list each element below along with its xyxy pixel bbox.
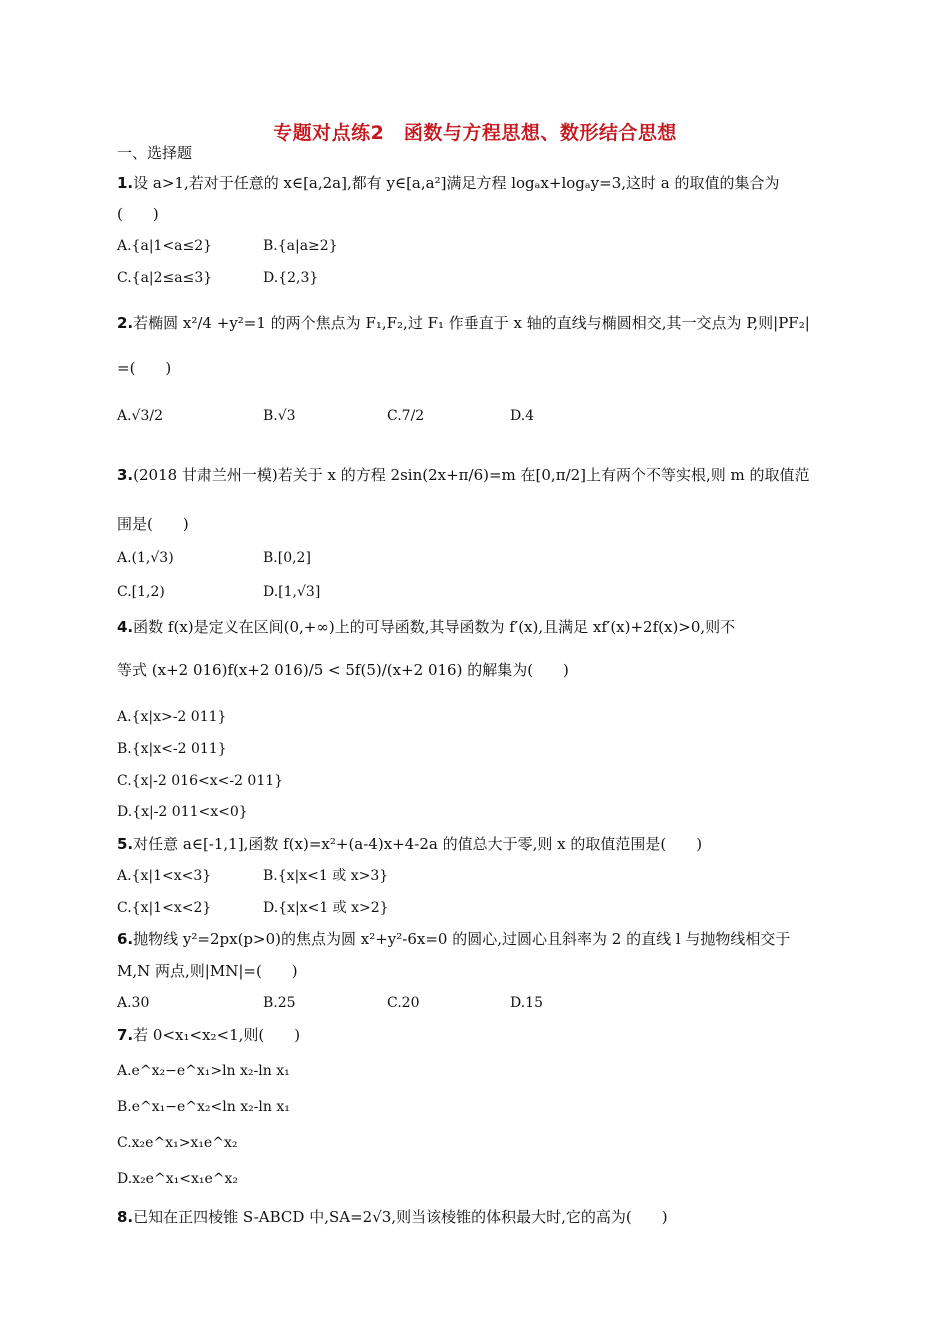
- option-b: B.√3: [263, 408, 296, 424]
- option-c: C.x₂e^x₁>x₁e^x₂: [117, 1135, 238, 1151]
- section-heading: 一、选择题: [117, 144, 193, 162]
- option-b: B.{a|a≥2}: [263, 238, 338, 254]
- option-d: D.[1,√3]: [263, 584, 321, 600]
- option-a: A.(1,√3): [117, 550, 174, 566]
- question-1: [117, 173, 780, 193]
- question-text: 函数 f(x)是定义在区间(0,+∞)上的可导函数,其导函数为 f′(x),且满足 xf′(x)+2f(x)>0,则不: [133, 618, 736, 636]
- option-d: D.x₂e^x₁<x₁e^x₂: [117, 1171, 238, 1187]
- option-d: D.{2,3}: [263, 270, 319, 286]
- question-3-cont: 围是( ): [117, 515, 189, 533]
- option-b: B.[0,2]: [263, 550, 311, 566]
- question-6-cont: M,N 两点,则|MN|=( ): [117, 962, 298, 980]
- question-number: 5.: [117, 835, 134, 853]
- question-number: 4.: [117, 618, 134, 636]
- option-a: A.√3/2: [117, 408, 164, 424]
- option-c: C.[1,2): [117, 584, 165, 600]
- question-number: 7.: [117, 1026, 134, 1044]
- question-text: (2018 甘肃兰州一模)若关于 x 的方程 2sin(2x+π/6)=m 在[0,π/2]上有两个不等实根,则 m 的取值范: [133, 466, 810, 484]
- question-number: 6.: [117, 930, 134, 948]
- page-title: 专题对点练2 函数与方程思想、数形结合思想: [273, 122, 677, 144]
- question-text: 设 a>1,若对于任意的 x∈[a,2a],都有 y∈[a,a²]满足方程 logₐx+logₐy=3,这时 a 的取值的集合为: [133, 174, 780, 192]
- option-a: A.{x|x>-2 011}: [117, 709, 227, 725]
- question-number: 1.: [117, 174, 134, 192]
- question-text: 已知在正四棱锥 S-ABCD 中,SA=2√3,则当该棱锥的体积最大时,它的高为( ): [133, 1208, 668, 1226]
- question-8: [117, 1207, 668, 1227]
- question-2: [117, 313, 810, 333]
- question-2-cont: =( ): [117, 359, 172, 377]
- question-text: 抛物线 y²=2px(p>0)的焦点为圆 x²+y²-6x=0 的圆心,过圆心且斜率为 2 的直线 l 与抛物线相交于: [133, 930, 791, 948]
- question-1-cont: ( ): [117, 205, 159, 223]
- question-5: [117, 834, 702, 854]
- question-text: 若椭圆 x²/4 +y²=1 的两个焦点为 F₁,F₂,过 F₁ 作垂直于 x 轴的直线与椭圆相交,其一交点为 P,则|PF₂|: [133, 314, 810, 332]
- option-b: B.{x|x<-2 011}: [117, 741, 227, 757]
- option-d: D.{x|-2 011<x<0}: [117, 804, 248, 820]
- question-number: 8.: [117, 1208, 134, 1226]
- question-number: 2.: [117, 314, 134, 332]
- option-a: A.{a|1<a≤2}: [117, 238, 213, 254]
- question-7: [117, 1025, 300, 1045]
- option-b: B.e^x₁−e^x₂<ln x₂-ln x₁: [117, 1099, 290, 1115]
- option-b: B.25: [263, 995, 296, 1011]
- option-a: A.{x|1<x<3}: [117, 868, 212, 884]
- question-number: 3.: [117, 466, 134, 484]
- question-4: [117, 617, 735, 637]
- question-text: 对任意 a∈[-1,1],函数 f(x)=x²+(a-4)x+4-2a 的值总大于零,则 x 的取值范围是( ): [133, 835, 703, 853]
- question-4-cont: 等式 (x+2 016)f(x+2 016)/5 < 5f(5)/(x+2 016) 的解集为( ): [117, 661, 569, 679]
- option-c: C.{a|2≤a≤3}: [117, 270, 213, 286]
- option-b: B.{x|x<1 或 x>3}: [263, 868, 389, 884]
- option-d: D.{x|x<1 或 x>2}: [263, 900, 389, 916]
- option-c: C.{x|1<x<2}: [117, 900, 212, 916]
- question-3: [117, 465, 810, 485]
- question-6: [117, 929, 790, 949]
- option-c: C.{x|-2 016<x<-2 011}: [117, 773, 284, 789]
- option-c: C.20: [387, 995, 420, 1011]
- option-d: D.4: [510, 408, 535, 424]
- option-a: A.e^x₂−e^x₁>ln x₂-ln x₁: [117, 1063, 290, 1079]
- question-text: 若 0<x₁<x₂<1,则( ): [133, 1026, 301, 1044]
- option-a: A.30: [117, 995, 150, 1011]
- option-c: C.7/2: [387, 408, 425, 424]
- option-d: D.15: [510, 995, 543, 1011]
